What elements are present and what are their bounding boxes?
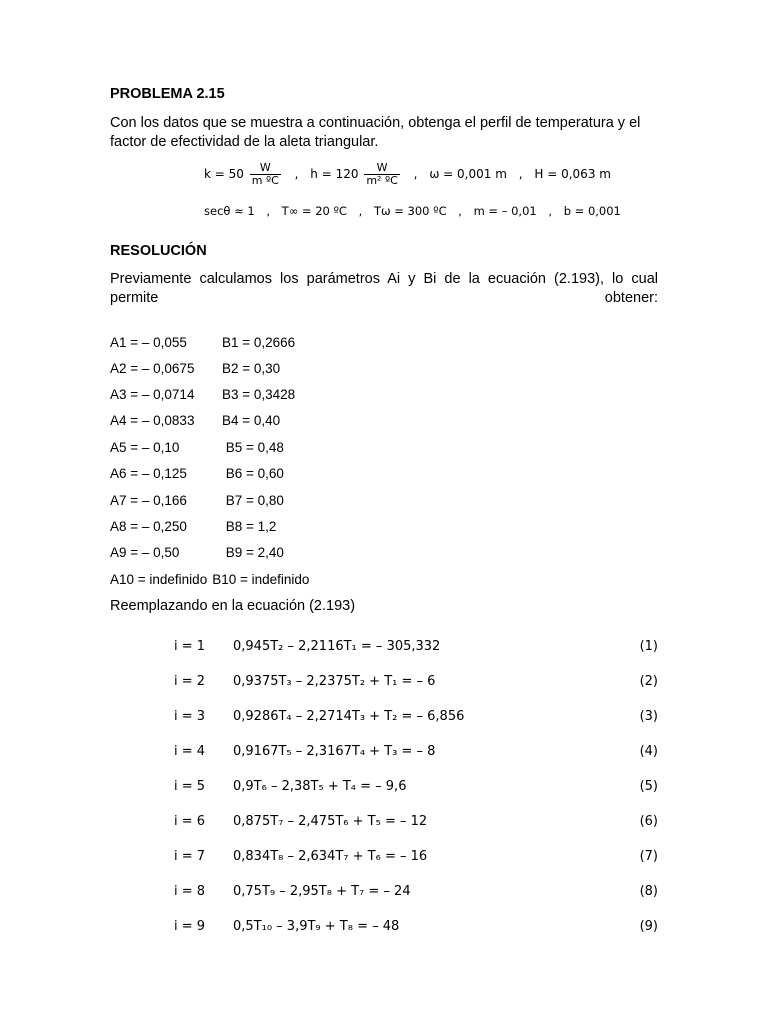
problem-statement: Con los datos que se muestra a continuación, obtenga el perfil de temperatura y el factor de efectividad de la aleta triangular. — [110, 115, 641, 150]
coefficient-row — [110, 335, 295, 350]
equation-index: i = 6 — [174, 814, 206, 829]
coefficient-a: A3 = – 0,0714 — [110, 387, 195, 402]
equation-expression: 0,945T₂ – 2,2116T₁ = – 305,332 — [233, 639, 441, 654]
h-value: h = 120 — [310, 167, 359, 181]
coefficient-row — [110, 545, 284, 560]
equation-number: (8) — [639, 884, 658, 899]
coefficient-row — [110, 413, 280, 428]
omega-value: ω = 0,001 m — [429, 167, 507, 181]
coefficient-row — [110, 466, 284, 481]
coefficient-row — [110, 361, 280, 376]
m-value: m = – 0,01 — [473, 204, 537, 218]
equation-index: i = 5 — [174, 779, 206, 794]
equation-number: (4) — [639, 744, 658, 759]
problem-title: PROBLEMA 2.15 — [110, 86, 225, 102]
k-units-numerator: W — [250, 162, 281, 175]
coefficient-b: B4 = 0,40 — [222, 413, 281, 428]
equation-expression: 0,834T₈ – 2,634T₇ + T₆ = – 16 — [233, 849, 428, 864]
coefficient-a: A2 = – 0,0675 — [110, 361, 195, 376]
coefficient-b: B6 = 0,60 — [222, 466, 284, 481]
coefficient-row — [110, 493, 284, 508]
coefficient-a: A10 = indefinido — [110, 572, 208, 587]
coefficient-a: A1 = – 0,055 — [110, 335, 187, 350]
coefficient-row — [110, 519, 276, 534]
equation-number: (7) — [639, 849, 658, 864]
coefficient-b: B9 = 2,40 — [222, 545, 284, 560]
coefficient-row — [110, 387, 295, 402]
coefficient-a: A6 = – 0,125 — [110, 466, 187, 481]
equation-index: i = 1 — [174, 639, 206, 654]
equation-number: (9) — [639, 919, 658, 934]
equation-expression: 0,875T₇ – 2,475T₆ + T₅ = – 12 — [233, 814, 428, 829]
equation-number: (6) — [639, 814, 658, 829]
coefficient-b: B8 = 1,2 — [222, 519, 277, 534]
h-units — [364, 162, 400, 187]
replace-text: Reemplazando en la ecuación (2.193) — [110, 598, 356, 614]
t-inf-value: T∞ = 20 ºC — [281, 204, 347, 218]
equation-number: (1) — [639, 639, 658, 654]
coefficient-row — [110, 572, 309, 587]
coefficient-row — [110, 440, 284, 455]
H-value: H = 0,063 m — [534, 167, 611, 181]
b-value: b = 0,001 — [563, 204, 621, 218]
coefficient-a: A4 = – 0,0833 — [110, 413, 195, 428]
coefficient-a: A8 = – 0,250 — [110, 519, 187, 534]
k-units-denominator: m ºC — [251, 174, 279, 187]
coefficient-b: B3 = 0,3428 — [222, 387, 296, 402]
h-units-numerator: W — [364, 162, 400, 175]
coefficient-b: B7 = 0,80 — [222, 493, 284, 508]
equation-index: i = 4 — [174, 744, 206, 759]
coefficient-a: A5 = – 0,10 — [110, 440, 180, 455]
sec-value: secθ ≈ 1 — [204, 204, 255, 218]
equation-number: (5) — [639, 779, 658, 794]
equation-expression: 0,9167T₅ – 2,3167T₄ + T₃ = – 8 — [233, 744, 436, 759]
equation-expression: 0,75T₉ – 2,95T₈ + T₇ = – 24 — [233, 884, 411, 899]
coefficient-b: B1 = 0,2666 — [222, 335, 296, 350]
h-units-denominator: m² ºC — [366, 174, 398, 187]
equation-index: i = 3 — [174, 709, 206, 724]
given-data-line-2: secθ ≈ 1 , T∞ = 20 ºC , Tω = 300 ºC , m = – 0,01 , b = 0,001 — [204, 204, 621, 218]
resolution-heading: RESOLUCIÓN — [110, 243, 207, 259]
t-w-value: Tω = 300 ºC — [373, 204, 447, 218]
equation-expression: 0,9T₆ – 2,38T₅ + T₄ = – 9,6 — [233, 779, 407, 794]
given-data-line-1: k = 50 $\frac{W}{\text{m ºC}}$ , h = 120 $\frac{W}{\text{m² ºC}}$ , ω = 0,001 m , H = 0,063 m — [204, 161, 611, 187]
coefficient-a: A7 = – 0,166 — [110, 493, 187, 508]
equation-expression: 0,5T₁₀ – 3,9T₉ + T₈ = – 48 — [233, 919, 400, 934]
k-units — [250, 162, 281, 187]
equation-number: (3) — [639, 709, 658, 724]
coefficient-b: B2 = 0,30 — [222, 361, 281, 376]
k-value: k = 50 — [204, 167, 244, 181]
equation-expression: 0,9375T₃ – 2,2375T₂ + T₁ = – 6 — [233, 674, 436, 689]
equation-index: i = 9 — [174, 919, 206, 934]
equation-index: i = 2 — [174, 674, 206, 689]
resolution-text: Previamente calculamos los parámetros Ai y Bi de la ecuación (2.193), lo cual permite obtener: — [110, 271, 658, 306]
equation-number: (2) — [639, 674, 658, 689]
coefficient-a: A9 = – 0,50 — [110, 545, 180, 560]
equation-expression: 0,9286T₄ – 2,2714T₃ + T₂ = – 6,856 — [233, 709, 465, 724]
equation-index: i = 7 — [174, 849, 206, 864]
equation-index: i = 8 — [174, 884, 206, 899]
coefficient-b: B10 = indefinido — [212, 572, 310, 587]
coefficient-b: B5 = 0,48 — [222, 440, 284, 455]
